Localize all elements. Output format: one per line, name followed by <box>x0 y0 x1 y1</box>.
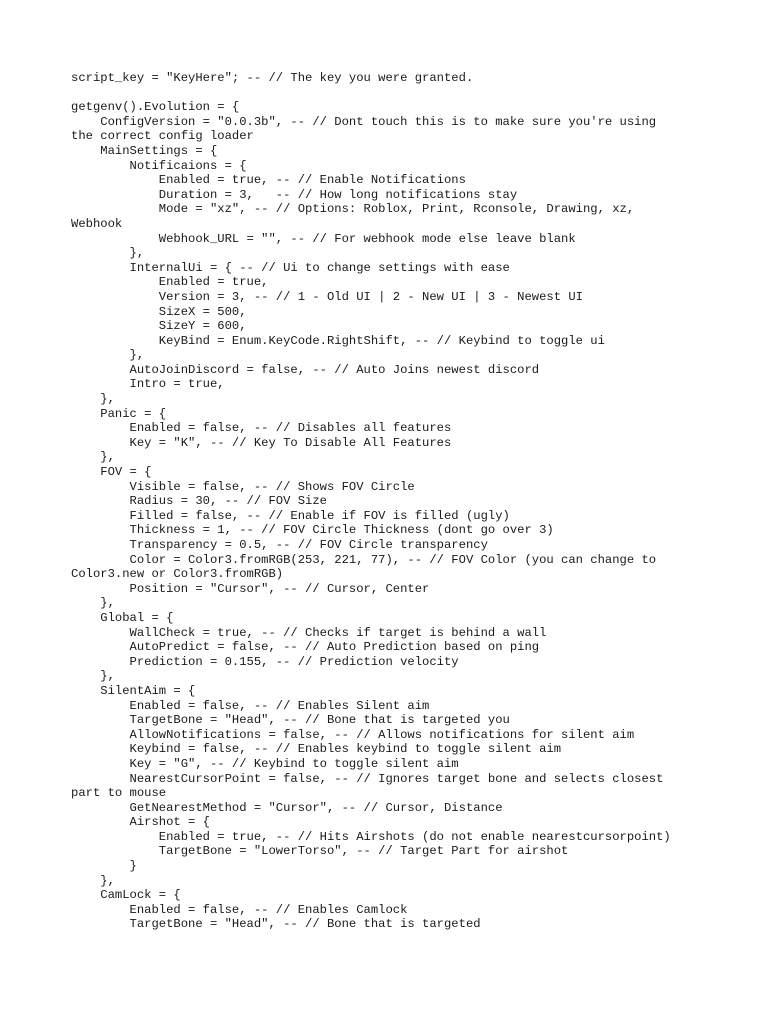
code-line: SizeX = 500, <box>71 304 247 319</box>
code-line: Position = "Cursor", -- // Cursor, Center <box>71 581 430 596</box>
code-line: }, <box>71 450 115 465</box>
code-line: AutoPredict = false, -- // Auto Prediction based on ping <box>71 640 540 655</box>
code-line: Webhook_URL = "", -- // For webhook mode else leave blank <box>71 231 576 246</box>
code-line: Key = "G", -- // Keybind to toggle silent aim <box>71 756 459 771</box>
code-line: Thickness = 1, -- // FOV Circle Thickness (dont go over 3) <box>71 523 554 538</box>
code-line: Color3.new or Color3.fromRGB) <box>71 567 284 582</box>
code-line: AutoJoinDiscord = false, -- // Auto Joins newest discord <box>71 362 540 377</box>
code-line: Global = { <box>71 610 174 625</box>
code-line: FOV = { <box>71 465 152 480</box>
code-line: Intro = true, <box>71 377 225 392</box>
code-line: GetNearestMethod = "Cursor", -- // Cursor, Distance <box>71 800 503 815</box>
code-line: Mode = "xz", -- // Options: Roblox, Print, Rconsole, Drawing, xz, <box>71 202 635 217</box>
code-line: Enabled = true, -- // Hits Airshots (do not enable nearestcursorpoint) <box>71 829 671 844</box>
code-line: Enabled = true, -- // Enable Notifications <box>71 173 466 188</box>
code-line: TargetBone = "LowerTorso", -- // Target Part for airshot <box>71 844 569 859</box>
code-line: getgenv().Evolution = { <box>71 100 240 115</box>
code-line: }, <box>71 873 115 888</box>
code-line: SizeY = 600, <box>71 319 247 334</box>
code-line: NearestCursorPoint = false, -- // Ignores target bone and selects closest <box>71 771 664 786</box>
code-line: CamLock = { <box>71 888 181 903</box>
code-line: }, <box>71 246 145 261</box>
code-line <box>71 86 701 101</box>
code-line: }, <box>71 596 115 611</box>
code-line: KeyBind = Enum.KeyCode.RightShift, -- // Keybind to toggle ui <box>71 333 605 348</box>
code-line: Enabled = true, <box>71 275 269 290</box>
code-line: Visible = false, -- // Shows FOV Circle <box>71 479 415 494</box>
code-line: Prediction = 0.155, -- // Prediction velocity <box>71 654 459 669</box>
code-line: ConfigVersion = "0.0.3b", -- // Dont touch this is to make sure you're using <box>71 114 657 129</box>
code-line: Notificaions = { <box>71 158 247 173</box>
code-line: TargetBone = "Head", -- // Bone that is targeted <box>71 917 481 932</box>
code-line: }, <box>71 392 115 407</box>
code-line: Key = "K", -- // Key To Disable All Features <box>71 435 452 450</box>
code-line: Filled = false, -- // Enable if FOV is filled (ugly) <box>71 508 510 523</box>
code-line: Color = Color3.fromRGB(253, 221, 77), -- // FOV Color (you can change to <box>71 552 657 567</box>
code-line: }, <box>71 348 145 363</box>
code-line: Enabled = false, -- // Enables Silent aim <box>71 698 430 713</box>
code-line: Version = 3, -- // 1 - Old UI | 2 - New UI | 3 - Newest UI <box>71 289 583 304</box>
code-line: the correct config loader <box>71 129 254 144</box>
code-line: Keybind = false, -- // Enables keybind to toggle silent aim <box>71 742 562 757</box>
code-line: AllowNotifications = false, -- // Allows notifications for silent aim <box>71 727 635 742</box>
code-line: Radius = 30, -- // FOV Size <box>71 494 327 509</box>
code-line: part to mouse <box>71 786 167 801</box>
code-line: }, <box>71 669 115 684</box>
code-line: } <box>71 859 137 874</box>
code-line: script_key = "KeyHere"; -- // The key you were granted. <box>71 71 474 85</box>
code-line: Panic = { <box>71 406 167 421</box>
code-line: Duration = 3, -- // How long notifications stay <box>71 187 518 202</box>
code-line: Webhook <box>71 216 123 231</box>
code-line: SilentAim = { <box>71 683 196 698</box>
code-line: Transparency = 0.5, -- // FOV Circle transparency <box>71 538 488 552</box>
code-line: TargetBone = "Head", -- // Bone that is targeted you <box>71 713 510 728</box>
code-line: MainSettings = { <box>71 143 218 158</box>
code-line: InternalUi = { -- // Ui to change settings with ease <box>71 260 510 275</box>
code-line: Enabled = false, -- // Enables Camlock <box>71 902 408 917</box>
code-line: WallCheck = true, -- // Checks if target is behind a wall <box>71 625 547 640</box>
config-script-text <box>71 71 701 932</box>
code-line: Enabled = false, -- // Disables all features <box>71 421 452 436</box>
code-line: Airshot = { <box>71 815 210 830</box>
